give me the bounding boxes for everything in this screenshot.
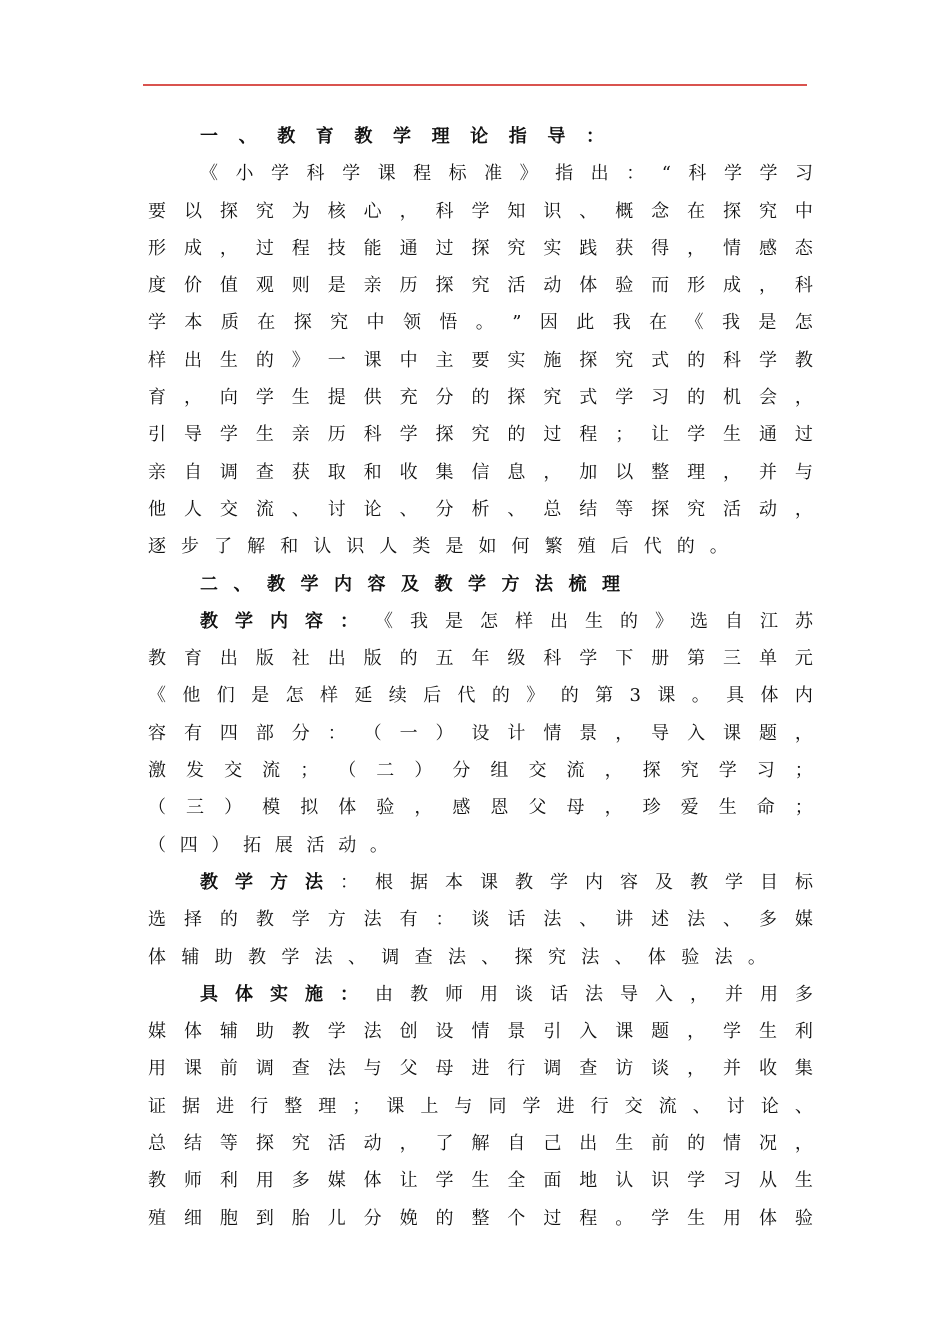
implementation-paragraph: [148, 976, 813, 1237]
section-1-paragraph: [148, 155, 813, 565]
section-heading-2: 二 、 教 学 内 容 及 教 学 方 法 梳 理: [200, 573, 620, 595]
document-body: [148, 118, 813, 1237]
text-line: 媒 体 辅 助 教 学 法 创 设 情 景 引 入 课 题 ， 学 生 利: [148, 1021, 813, 1043]
text-line: 教 育 出 版 社 出 版 的 五 年 级 科 学 下 册 第 三 单 元: [148, 648, 813, 670]
teaching-method-paragraph: [148, 864, 813, 976]
text-line: 学 本 质 在 探 究 中 领 悟 。 ” 因 此 我 在 《 我 是 怎: [148, 312, 813, 334]
text-line: 证 据 进 行 整 理 ； 课 上 与 同 学 进 行 交 流 、 讨 论 、: [148, 1095, 813, 1117]
header-rule: [143, 84, 807, 86]
text-line: （ 三 ） 模 拟 体 验 ， 感 恩 父 母 ， 珍 爱 生 命 ；: [148, 797, 813, 819]
text-line: 《 小 学 科 学 课 程 标 准 》 指 出 ： “ 科 学 学 习: [200, 163, 813, 185]
text-line: 《 他 们 是 怎 样 延 续 后 代 的 》 的 第 3 课 。 具 体 内: [148, 685, 813, 707]
text-line: 要 以 探 究 为 核 心 ， 科 学 知 识 、 概 念 在 探 究 中: [148, 200, 813, 222]
text-line: 殖 细 胞 到 胎 儿 分 娩 的 整 个 过 程 。 学 生 用 体 验: [148, 1207, 813, 1229]
text-line: 激 发 交 流 ； （ 二 ） 分 组 交 流 ， 探 究 学 习 ；: [148, 760, 813, 782]
text-line: 教 师 利 用 多 媒 体 让 学 生 全 面 地 认 识 学 习 从 生: [148, 1170, 813, 1192]
section-heading-1: 一 、 教 育 教 学 理 论 指 导 ：: [200, 126, 604, 147]
text-line: 具 体 实 施 ： 由 教 师 用 谈 话 法 导 入 ， 并 用 多: [200, 983, 813, 1005]
text-line: 度 价 值 观 则 是 亲 历 探 究 活 动 体 验 而 形 成 ， 科: [148, 275, 813, 297]
text-line: 育 ， 向 学 生 提 供 充 分 的 探 究 式 学 习 的 机 会 ，: [148, 387, 813, 409]
text-line: 容 有 四 部 分 ： （ 一 ） 设 计 情 景 ， 导 入 课 题 ，: [148, 722, 813, 744]
text-line: 形 成 ， 过 程 技 能 通 过 探 究 实 践 获 得 ， 情 感 态: [148, 237, 813, 259]
text-line: 选 择 的 教 学 方 法 有 ： 谈 话 法 、 讲 述 法 、 多 媒: [148, 909, 813, 931]
text-line: 体 辅 助 教 学 法 、 调 查 法 、 探 究 法 、 体 验 法 。: [148, 946, 766, 968]
text-line: 教 学 内 容 ： 《 我 是 怎 样 出 生 的 》 选 自 江 苏: [200, 610, 813, 632]
text-line: 逐 步 了 解 和 认 识 人 类 是 如 何 繁 殖 后 代 的 。: [148, 536, 728, 558]
text-line: （ 四 ） 拓 展 活 动 。: [148, 834, 388, 856]
text-line: 亲 自 调 查 获 取 和 收 集 信 息 ， 加 以 整 理 ， 并 与: [148, 461, 813, 483]
teaching-content-paragraph: [148, 603, 813, 864]
text-line: 总 结 等 探 究 活 动 ， 了 解 自 己 出 生 前 的 情 况 ，: [148, 1133, 813, 1155]
text-line: 样 出 生 的 》 一 课 中 主 要 实 施 探 究 式 的 科 学 教: [148, 349, 813, 371]
text-line: 引 导 学 生 亲 历 科 学 探 究 的 过 程 ； 让 学 生 通 过: [148, 424, 813, 446]
text-line: 用 课 前 调 查 法 与 父 母 进 行 调 查 访 谈 ， 并 收 集: [148, 1058, 813, 1080]
text-line: 他 人 交 流 、 讨 论 、 分 析 、 总 结 等 探 究 活 动 ，: [148, 498, 813, 520]
text-line: 教 学 方 法 ： 根 据 本 课 教 学 内 容 及 教 学 目 标: [200, 871, 813, 893]
